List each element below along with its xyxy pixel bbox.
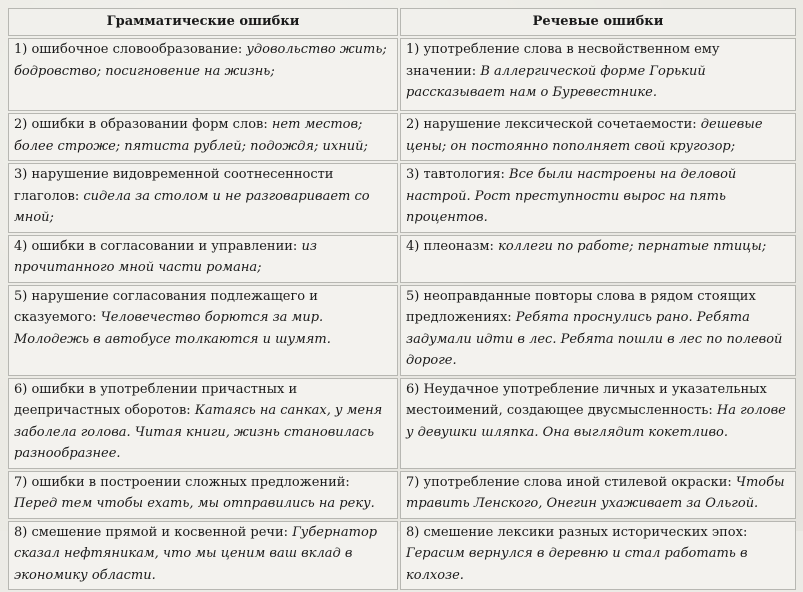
error-example: Ребята проснулись рано. Ребята задумали идти в лес. Ребята пошли в лес по полевой дороге. [406, 310, 783, 368]
table-row [8, 285, 796, 376]
header-speech-errors: Речевые ошибки [400, 8, 796, 36]
error-example: нет местов; более строже; пятиста рублей; подождя; ихний; [14, 117, 368, 154]
grammatical-error-cell [8, 235, 398, 283]
table-row [8, 113, 796, 161]
error-example: Чтобы травить Ленского, Онегин ухаживает за Ольгой. [406, 474, 785, 511]
table-row [8, 235, 796, 283]
speech-error-cell [400, 113, 796, 161]
error-type: 3) тавтология: [406, 167, 510, 182]
errors-table [6, 6, 798, 592]
error-example: сидела за столом и не разговаривает со мной; [14, 188, 370, 225]
error-type: 2) нарушение лексической сочетаемости: [406, 117, 701, 132]
error-type: 6) Неудачное употребление личных и указательных местоимений, создающее двусмысленность: [406, 381, 767, 418]
header-grammatical-errors: Грамматические ошибки [8, 8, 398, 36]
grammatical-error-cell [8, 378, 398, 469]
error-type: 2) ошибки в образовании форм слов: [14, 117, 272, 132]
error-example: Человечество борются за мир. Молодежь в автобусе толкаются и шумят. [14, 310, 331, 347]
grammatical-error-cell [8, 163, 398, 233]
error-example: Все были настроены на деловой настрой. Рост преступности вырос на пять процентов. [406, 167, 737, 225]
error-type: 8) смешение прямой и косвенной речи: [14, 524, 293, 540]
error-type: 1) ошибочное словообразование: [14, 42, 247, 57]
header-row [8, 8, 796, 36]
speech-error-cell [400, 285, 796, 376]
grammatical-error-cell [8, 38, 398, 111]
speech-error-cell [400, 235, 796, 283]
error-example: удовольство жить; бодровство; посигновение на жизнь; [14, 42, 387, 79]
error-type: 8) смешение лексики разных исторических эпох: [406, 524, 748, 540]
speech-error-cell [400, 163, 796, 233]
speech-error-cell [400, 471, 796, 519]
error-example: Герасим вернулся в деревню и стал работать в колхозе. [406, 546, 748, 583]
error-example: дешевые цены; он постоянно пополняет свой кругозор; [406, 117, 763, 154]
table-row [8, 378, 796, 469]
grammatical-error-cell [8, 471, 398, 519]
error-example: коллеги по работе; пернатые птицы; [498, 238, 767, 254]
grammatical-error-cell [8, 285, 398, 376]
error-example: Перед тем чтобы ехать, мы отправились на реку. [14, 496, 375, 511]
error-example: Губернатор сказал нефтяникам, что мы ценим ваш вклад в экономику области. [14, 524, 378, 583]
speech-error-cell [400, 38, 796, 111]
error-example: На голове у девушки шляпка. Она выглядит кокетливо. [406, 403, 786, 440]
grammatical-error-cell [8, 113, 398, 161]
error-type: 5) неоправданные повторы слова в рядом стоящих предложениях: [406, 288, 756, 325]
error-type: 7) ошибки в построении сложных предложений: [14, 474, 350, 490]
error-type: 5) нарушение согласования подлежащего и сказуемого: [14, 288, 318, 325]
error-example: Катаясь на санках, у меня заболела голова. Читая книги, жизнь становилась разнообразнее. [14, 403, 383, 461]
table-row [8, 471, 796, 519]
error-type: 4) плеоназм: [406, 238, 499, 254]
error-type: 1) употребление слова в несвойственном ему значении: [406, 42, 720, 79]
error-example: из прочитанного мной части романа; [14, 238, 317, 275]
error-type: 3) нарушение видовременной соотнесенности глаголов: [14, 167, 334, 204]
error-type: 6) ошибки в употреблении причастных и деепричастных оборотов: [14, 381, 298, 418]
error-type: 4) ошибки в согласовании и управлении: [14, 238, 302, 254]
speech-error-cell [400, 378, 796, 469]
error-example: В аллергической форме Горький рассказывает нам о Буревестнике. [406, 63, 706, 100]
error-type: 7) употребление слова иной стилевой окраски: [406, 474, 736, 490]
table-row [8, 163, 796, 233]
table-row [8, 38, 796, 111]
